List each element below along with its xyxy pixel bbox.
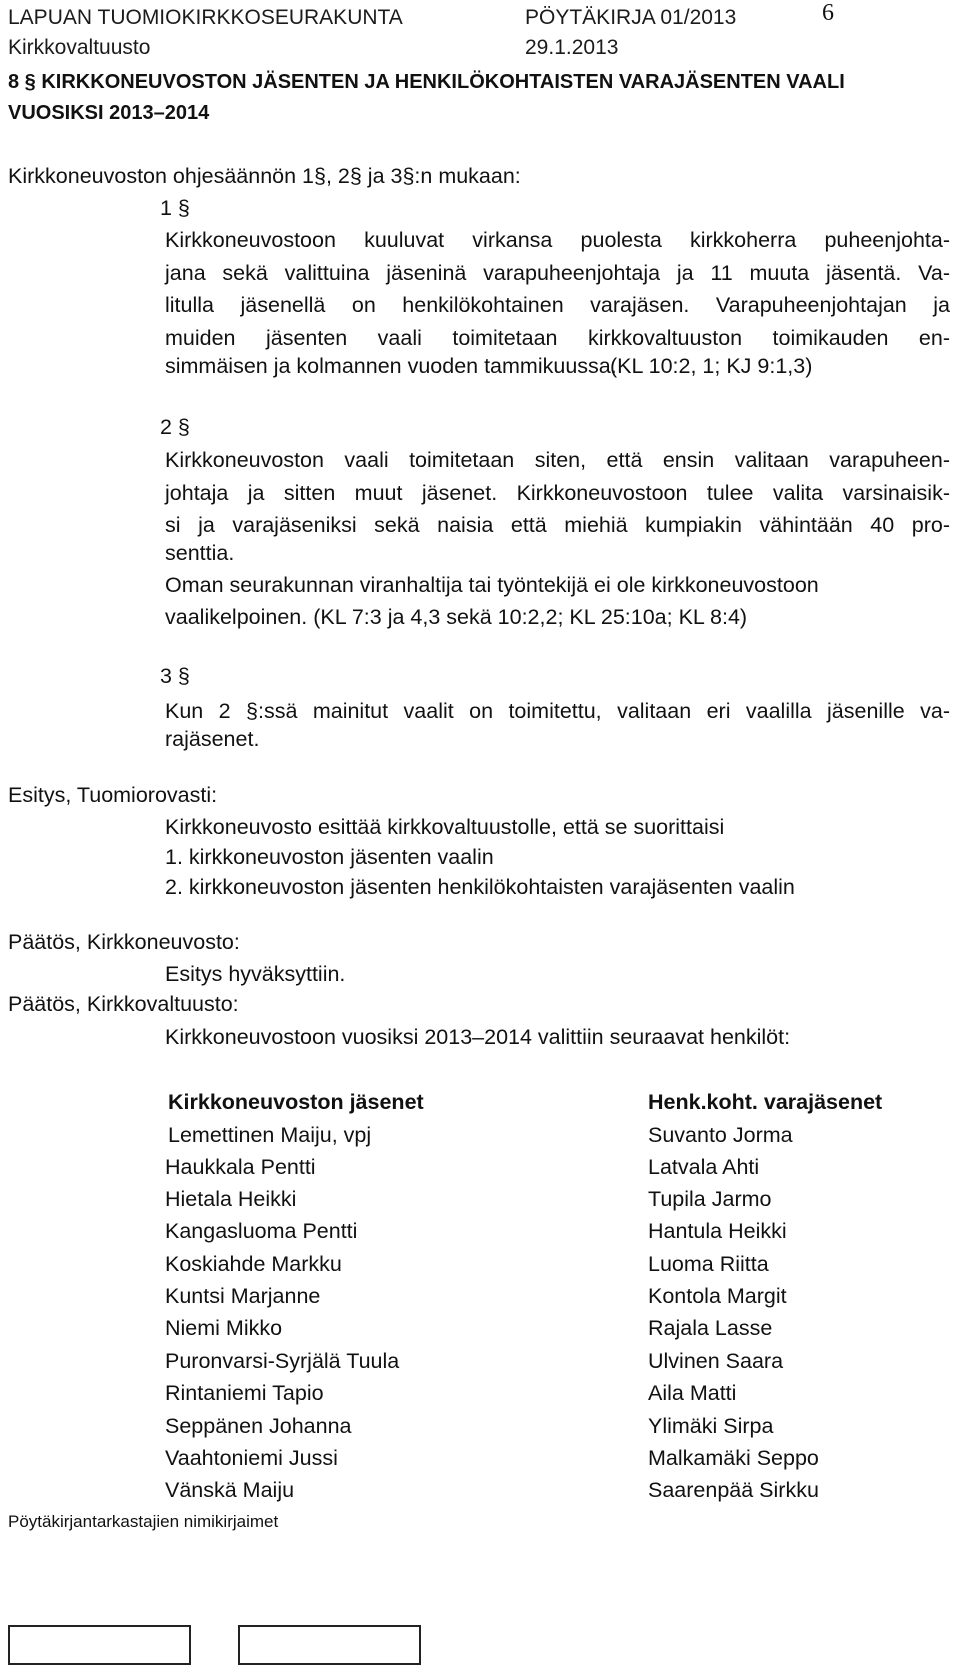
deputy-name: Ulvinen Saara xyxy=(648,1349,784,1373)
members-column-header: Kirkkoneuvoston jäsenet xyxy=(168,1090,424,1114)
proposal-text: Kirkkoneuvosto esittää kirkkovaltuustolle, että se suorittaisi xyxy=(165,815,725,839)
p2-body xyxy=(165,444,950,542)
member-name: Lemettinen Maiju, vpj xyxy=(168,1123,372,1147)
member-name: Kangasluoma Pentti xyxy=(165,1219,358,1243)
signature-box-2 xyxy=(238,1625,421,1665)
deputy-name: Aila Matti xyxy=(648,1381,737,1405)
deputy-name: Kontola Margit xyxy=(648,1284,787,1308)
p1-line: litulla jäsenellä on henkilökohtainen varajäsen. Varapuheenjohtajan ja xyxy=(165,293,950,317)
header-date: 29.1.2013 xyxy=(525,36,619,59)
assembly-decision-text: Kirkkoneuvostoon vuosiksi 2013–2014 valittiin seuraavat henkilöt: xyxy=(165,1025,791,1049)
proposal-item-2: 2. kirkkoneuvoston jäsenten henkilökohtaisten varajäsenten vaalin xyxy=(165,875,795,899)
member-name: Niemi Mikko xyxy=(165,1316,283,1340)
member-name: Vaahtoniemi Jussi xyxy=(165,1446,338,1470)
member-name: Rintaniemi Tapio xyxy=(165,1381,324,1405)
member-name: Hietala Heikki xyxy=(165,1187,297,1211)
header-document-number: PÖYTÄKIRJA 01/2013 xyxy=(525,6,737,29)
deputy-name: Suvanto Jorma xyxy=(648,1123,793,1147)
p1-heading: 1 § xyxy=(160,196,190,220)
member-name: Vänskä Maiju xyxy=(165,1478,295,1502)
p2-line: johtaja ja sitten muut jäsenet. Kirkkoneuvostoon tulee valita varsinaisik- xyxy=(165,480,950,505)
p3-line: Kun 2 §:ssä mainitut vaalit on toimitettu, valitaan eri vaalilla jäsenille va- xyxy=(165,699,950,723)
p2-line-6: vaalikelpoinen. (KL 7:3 ja 4,3 sekä 10:2,2; KL 25:10a; KL 8:4) xyxy=(165,605,748,629)
council-decision-label: Päätös, Kirkkoneuvosto: xyxy=(8,930,240,954)
signature-caption: Pöytäkirjantarkastajien nimikirjaimet xyxy=(8,1512,279,1531)
deputy-name: Latvala Ahti xyxy=(648,1155,760,1179)
deputies-column-header: Henk.koht. varajäsenet xyxy=(648,1090,883,1114)
p3-body xyxy=(165,695,950,728)
p3-heading: 3 § xyxy=(160,664,190,688)
member-name: Puronvarsi-Syrjälä Tuula xyxy=(165,1349,400,1373)
p2-line-4: senttia. xyxy=(165,541,235,565)
header-body: Kirkkovaltuusto xyxy=(8,36,151,59)
intro-text: Kirkkoneuvoston ohjesäännön 1§, 2§ ja 3§:n mukaan: xyxy=(8,164,521,188)
signature-box-1 xyxy=(8,1625,191,1665)
deputy-name: Malkamäki Seppo xyxy=(648,1446,819,1470)
p2-line-5: Oman seurakunnan viranhaltija tai työntekijä ei ole kirkkoneuvostoon xyxy=(165,573,819,597)
proposal-label: Esitys, Tuomiorovasti: xyxy=(8,783,218,807)
deputy-name: Ylimäki Sirpa xyxy=(648,1414,774,1438)
deputy-name: Rajala Lasse xyxy=(648,1316,773,1340)
p2-heading: 2 § xyxy=(160,415,190,439)
deputy-name: Saarenpää Sirkku xyxy=(648,1478,819,1502)
deputy-name: Hantula Heikki xyxy=(648,1219,787,1243)
deputy-name: Tupila Jarmo xyxy=(648,1187,772,1211)
header-organization: LAPUAN TUOMIOKIRKKOSEURAKUNTA xyxy=(8,6,403,29)
p3-line-2: rajäsenet. xyxy=(165,727,260,751)
p1-body xyxy=(165,224,950,354)
page-number: 6 xyxy=(822,0,834,26)
member-name: Haukkala Pentti xyxy=(165,1155,316,1179)
section-title-line2: VUOSIKSI 2013–2014 xyxy=(8,102,210,124)
p1-line: muiden jäsenten vaali toimitetaan kirkkovaltuuston toimikauden en- xyxy=(165,325,950,350)
council-decision-text: Esitys hyväksyttiin. xyxy=(165,962,346,986)
section-title-line1: 8 § KIRKKONEUVOSTON JÄSENTEN JA HENKILÖKOHTAISTEN VARAJÄSENTEN VAALI xyxy=(8,71,845,93)
member-name: Koskiahde Markku xyxy=(165,1252,342,1276)
p1-line: jana sekä valittuina jäseninä varapuheenjohtaja ja 11 muuta jäsentä. Va- xyxy=(165,260,950,285)
deputy-name: Luoma Riitta xyxy=(648,1252,769,1276)
p1-line: Kirkkoneuvostoon kuuluvat virkansa puolesta kirkkoherra puheenjohta- xyxy=(165,228,950,252)
p2-line: si ja varajäseniksi sekä naisia että miehiä kumpiakin vähintään 40 pro- xyxy=(165,513,950,537)
member-name: Kuntsi Marjanne xyxy=(165,1284,321,1308)
assembly-decision-label: Päätös, Kirkkovaltuusto: xyxy=(8,992,239,1016)
p1-legal-reference: (KL 10:2, 1; KJ 9:1,3) xyxy=(610,354,813,378)
p1-last-line: simmäisen ja kolmannen vuoden tammikuussa. xyxy=(165,354,617,378)
p2-line: Kirkkoneuvoston vaali toimitetaan siten, että ensin valitaan varapuheen- xyxy=(165,448,950,472)
proposal-item-1: 1. kirkkoneuvoston jäsenten vaalin xyxy=(165,845,494,869)
member-name: Seppänen Johanna xyxy=(165,1414,352,1438)
